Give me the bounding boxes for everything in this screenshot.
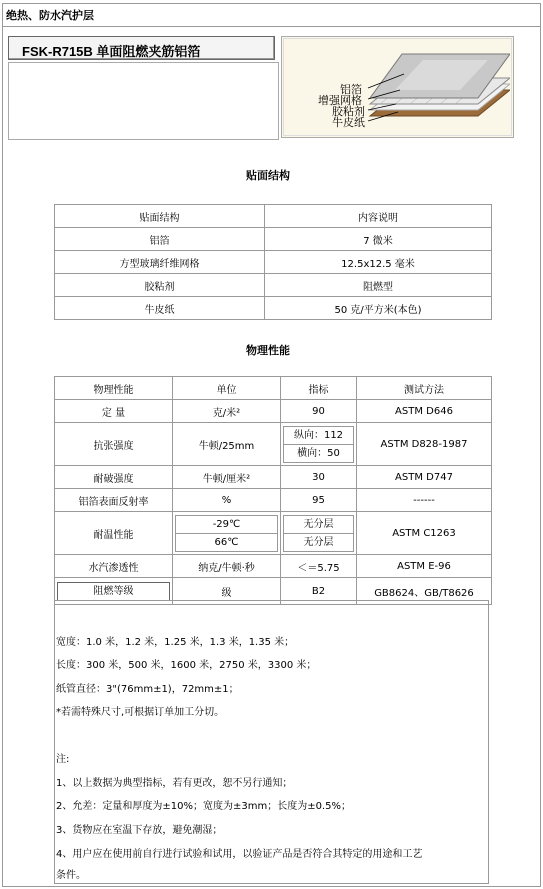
table-row [55,377,492,400]
table-cell [281,512,357,555]
table-row [55,400,492,423]
column-header: 单位 [173,377,281,400]
note-1: 1、以上数据为典型指标，若有更改，恕不另行通知； [56,778,293,789]
table-row [55,228,492,251]
table-row [55,205,492,228]
table-cell: 水汽渗透性 [55,555,173,578]
note-2: 2、允差：定量和厚度为±10%；宽度为±3mm；长度为±0.5%； [56,801,351,812]
value-line: 横向：50 [283,445,354,463]
table-cell: 级 [173,578,281,605]
column-header: 测试方法 [357,377,492,400]
table-cell: ASTM D747 [357,466,492,489]
table-cell: ASTM E-96 [357,555,492,578]
column-header: 指标 [281,377,357,400]
value-line: 纵向：112 [283,426,354,445]
table-cell: 阻燃型 [265,274,492,297]
table-cell: 胶粘剂 [55,274,265,297]
table-cell: 纳克/牛顿·秒 [173,555,281,578]
table-cell: 7 微米 [265,228,492,251]
note-label: 注: [56,754,70,765]
structure-header-desc: 内容说明 [265,205,492,228]
column-header: 物理性能 [55,377,173,400]
value-line: -29℃ [175,515,278,534]
table-row [55,423,492,466]
table-cell: 30 [281,466,357,489]
flame-grade-label: 阻燃等级 [57,582,170,601]
table-row [55,489,492,512]
value-line: 66℃ [175,534,278,552]
table-cell: ASTM D828-1987 [357,423,492,466]
table-cell: ------ [357,489,492,512]
physical-table [54,376,492,605]
layer-label-foil: 铝箔 [340,83,362,96]
layer-label-glue: 胶粘剂 [332,105,365,118]
table-cell: 耐破强度 [55,466,173,489]
note-custom: *若需特殊尺寸,可根据订单加工分切。 [56,707,225,718]
layer-label-mesh: 增强网格 [318,94,362,107]
layer-label-paper: 牛皮纸 [332,116,365,129]
structure-heading: 贴面结构 [246,169,290,182]
table-cell: 耐温性能 [55,512,173,555]
note-core: 纸管直径：3"(76mm±1)，72mm±1； [56,684,239,695]
table-cell: ASTM D646 [357,400,492,423]
table-cell [173,512,281,555]
note-4-cont: 条件。 [56,870,86,881]
table-row [55,512,492,555]
table-cell: 50 克/平方米(本色) [265,297,492,320]
table-cell: 牛顿/厘米² [173,466,281,489]
table-cell: 95 [281,489,357,512]
table-cell: 12.5x12.5 毫米 [265,251,492,274]
table-row [55,251,492,274]
left-empty-cell [8,62,279,140]
table-cell: % [173,489,281,512]
value-line: 无分层 [283,534,354,552]
physical-heading: 物理性能 [246,344,290,357]
table-cell: 抗张强度 [55,423,173,466]
value-line: 无分层 [283,515,354,534]
table-cell: GB8624、GB/T8626 [357,578,492,605]
table-cell: 牛顿/25mm [173,423,281,466]
table-cell [281,423,357,466]
table-cell: 方型玻璃纤维网格 [55,251,265,274]
note-4: 4、用户应在使用前自行进行试验和试用，以验证产品是否符合其特定的用途和工艺 [56,849,423,860]
header-title: 绝热、防水汽护层 [6,9,94,22]
table-cell: 90 [281,400,357,423]
note-length: 长度：300 米，500 米，1600 米，2750 米，3300 米； [56,660,317,671]
product-title: FSK-R715B 单面阻燃夹筋铝箔 [22,44,201,59]
table-cell: ASTM C1263 [357,512,492,555]
note-3: 3、货物应在室温下存放，避免潮湿； [56,825,223,836]
table-row [55,297,492,320]
table-cell: ＜＝5.75 [281,555,357,578]
table-row [55,466,492,489]
table-cell: 定 量 [55,400,173,423]
table-cell: 牛皮纸 [55,297,265,320]
table-cell: 克/米² [173,400,281,423]
structure-table [54,204,492,320]
table-cell: 铝箔表面反射率 [55,489,173,512]
structure-header-item: 贴面结构 [55,205,265,228]
table-cell: B2 [281,578,357,605]
table-cell: 铝箔 [55,228,265,251]
note-width: 宽度：1.0 米，1.2 米，1.25 米，1.3 米，1.35 米； [56,637,295,648]
table-row [55,555,492,578]
table-row [55,274,492,297]
